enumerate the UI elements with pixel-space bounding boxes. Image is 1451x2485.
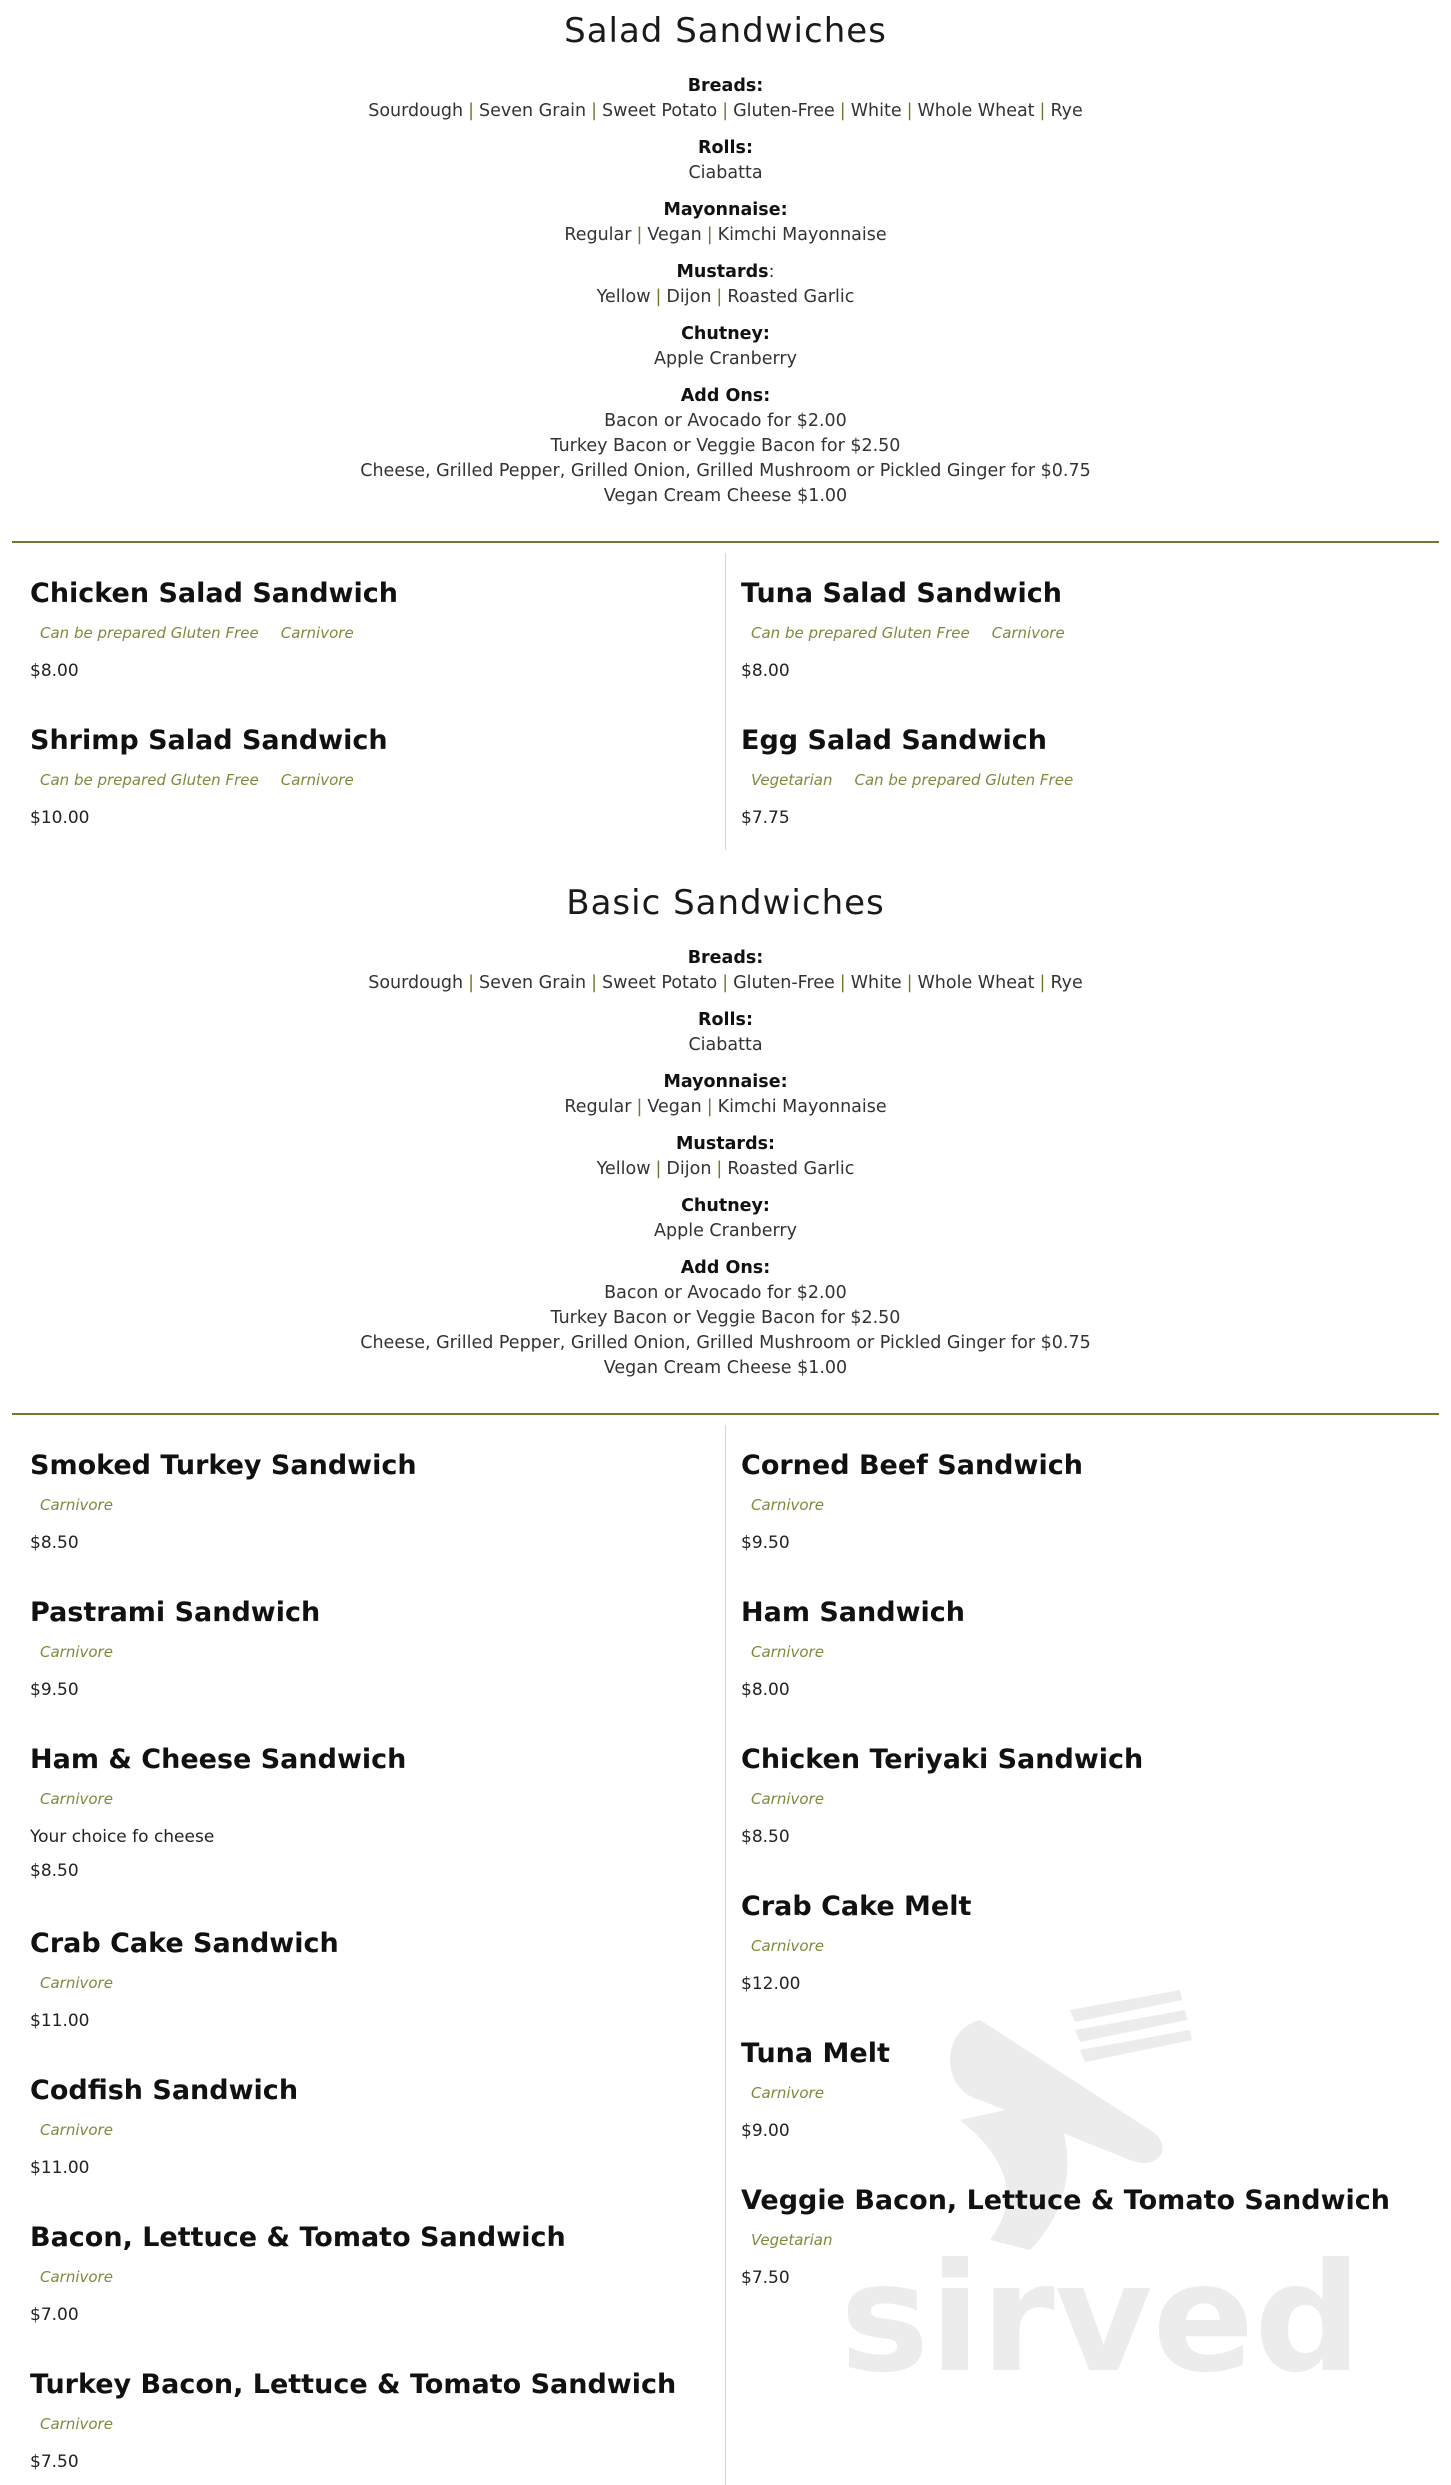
item-price: $7.50 [30,2452,79,2472]
add-on-line: Vegan Cream Cheese $1.00 [603,486,848,506]
menu-item [30,2072,720,2186]
item-price: $10.00 [30,808,90,828]
item-price: $7.00 [30,2305,79,2325]
add-on-line: Bacon or Avocado for $2.00 [604,411,847,431]
separator: | [706,1097,713,1117]
diet-tag: Carnivore [40,2121,113,2139]
chutney-value: Apple Cranberry [654,1221,797,1241]
section-title: Basic Sandwiches [566,883,885,923]
breads-label: Breads: [687,76,764,96]
mayonnaise-label: Mayonnaise: [663,200,788,220]
item-name: Bacon, Lettuce & Tomato Sandwich [30,2222,566,2253]
item-name: Smoked Turkey Sandwich [30,1450,417,1481]
item-price: $9.00 [741,2121,790,2141]
diet-tag: Carnivore [40,2268,113,2286]
item-tags [30,613,720,653]
diet-tag: Carnivore [751,2084,824,2102]
item-tags [30,2257,720,2297]
item-price: $8.00 [741,1680,790,1700]
add-on-line: Turkey Bacon or Veggie Bacon for $2.50 [550,436,901,456]
option-value: Vegan [647,1097,702,1117]
option-value: Rye [1050,101,1083,121]
option-value: Sweet Potato [602,973,718,993]
item-tags [741,613,1431,653]
menu-item [30,2366,720,2480]
diet-tag: Vegetarian [751,2231,833,2249]
salad-section [0,0,1451,521]
item-tags [741,2220,1431,2260]
diet-tag: Carnivore [751,1496,824,1514]
option-value: Sourdough [368,973,464,993]
rolls-label: Rolls: [698,138,753,158]
option-value: Sweet Potato [602,101,718,121]
item-price: $12.00 [741,1974,801,1994]
sirved-watermark [830,1950,1430,2390]
separator: | [906,973,913,993]
breads-list [0,971,1451,996]
sirved-wordmark: sirved [840,2232,1362,2390]
item-tags [741,1926,1431,1966]
item-tags [30,1485,720,1525]
option-value: Dijon [666,1159,712,1179]
separator: | [468,973,475,993]
diet-tag: Carnivore [991,624,1065,642]
separator: | [706,225,713,245]
column-divider [725,1425,726,2485]
separator: | [839,973,846,993]
menu-item [30,722,720,836]
column-divider [725,553,726,850]
menu-item [741,575,1431,689]
item-name: Crab Cake Sandwich [30,1928,339,1959]
item-description: Your choice fo cheese [30,1827,215,1847]
option-value: Roasted Garlic [727,287,855,307]
item-name: Pastrami Sandwich [30,1597,321,1628]
separator: | [722,973,729,993]
option-value: Gluten-Free [733,973,835,993]
option-value: Roasted Garlic [727,1159,855,1179]
options-block [0,946,1451,1381]
item-name: Veggie Bacon, Lettuce & Tomato Sandwich [741,2185,1391,2216]
diet-tag: Carnivore [280,771,354,789]
basic-section [0,872,1451,1393]
mayonnaise-list [0,1095,1451,1120]
option-value: Yellow [596,287,651,307]
option-value: Vegan [647,225,702,245]
option-value: Yellow [596,1159,651,1179]
mustards-list [0,1157,1451,1182]
breads-label: Breads: [687,948,764,968]
diet-tag: Carnivore [280,624,354,642]
separator: | [839,101,846,121]
item-price: $9.50 [30,1680,79,1700]
mustards-list [0,285,1451,310]
diet-tag: Can be prepared Gluten Free [854,771,1074,789]
separator: | [716,287,723,307]
breads-list [0,99,1451,124]
add-on-line: Bacon or Avocado for $2.00 [604,1283,847,1303]
item-tags [30,1632,720,1672]
diet-tag: Carnivore [751,1790,824,1808]
separator: | [636,225,643,245]
menu-item [30,575,720,689]
item-price: $8.00 [30,661,79,681]
option-value: Whole Wheat [917,101,1035,121]
item-name: Corned Beef Sandwich [741,1450,1083,1481]
chutney-label: Chutney: [681,1196,770,1216]
item-tags [30,2110,720,2150]
option-value: Whole Wheat [917,973,1035,993]
separator: | [636,1097,643,1117]
add-on-line: Cheese, Grilled Pepper, Grilled Onion, Grilled Mushroom or Pickled Ginger for $0.75 [360,1333,1091,1353]
menu-item [741,1594,1431,1708]
rolls-value: Ciabatta [688,1035,763,1055]
item-tags [741,2073,1431,2113]
menu-item [741,722,1431,836]
mustards-label: Mustards: [675,1134,776,1154]
item-tags [30,1963,720,2003]
item-name: Egg Salad Sandwich [741,725,1048,756]
separator: | [591,973,598,993]
diet-tag: Carnivore [40,1790,113,1808]
option-value: White [850,973,902,993]
add-ons-label: Add Ons: [680,1258,771,1278]
item-name: Tuna Melt [741,2038,890,2069]
item-name: Chicken Salad Sandwich [30,578,398,609]
menu-item [741,2182,1431,2296]
add-on-line: Cheese, Grilled Pepper, Grilled Onion, Grilled Mushroom or Pickled Ginger for $0.75 [360,461,1091,481]
option-value: Seven Grain [479,101,587,121]
separator: | [591,101,598,121]
diet-tag: Can be prepared Gluten Free [40,624,259,642]
item-price: $7.75 [741,808,790,828]
add-on-line: Turkey Bacon or Veggie Bacon for $2.50 [550,1308,901,1328]
mustards-label: Mustards [676,262,769,282]
separator: | [655,1159,662,1179]
option-value: Regular [564,225,632,245]
menu-item [30,2219,720,2333]
menu-item [30,1741,720,1889]
rolls-label: Rolls: [698,1010,753,1030]
menu-item [741,1741,1431,1855]
separator: | [1039,973,1046,993]
item-tags [30,1779,720,1819]
mayonnaise-list [0,223,1451,248]
mayonnaise-label: Mayonnaise: [663,1072,788,1092]
item-tags [30,2404,720,2444]
item-name: Chicken Teriyaki Sandwich [741,1744,1144,1775]
option-value: Kimchi Mayonnaise [717,1097,887,1117]
option-value: Seven Grain [479,973,587,993]
rolls-value: Ciabatta [688,163,763,183]
add-on-line: Vegan Cream Cheese $1.00 [603,1358,848,1378]
separator: | [722,101,729,121]
item-price: $11.00 [30,2158,90,2178]
menu-item [30,1594,720,1708]
section-divider [12,541,1439,543]
diet-tag: Can be prepared Gluten Free [751,624,970,642]
item-price: $8.50 [30,1861,79,1881]
menu-item [741,1888,1431,2002]
item-name: Turkey Bacon, Lettuce & Tomato Sandwich [30,2369,677,2400]
section-divider [12,1413,1439,1415]
separator: | [906,101,913,121]
menu-item [30,1925,720,2039]
option-value: Gluten-Free [733,101,835,121]
item-name: Codfish Sandwich [30,2075,299,2106]
item-name: Tuna Salad Sandwich [741,578,1063,609]
menu-item [741,2035,1431,2149]
item-name: Crab Cake Melt [741,1891,972,1922]
item-tags [741,1779,1431,1819]
item-price: $7.50 [741,2268,790,2288]
add-ons-list [0,409,1451,509]
separator: | [1039,101,1046,121]
item-price: $9.50 [741,1533,790,1553]
item-tags [741,1632,1431,1672]
options-block [0,74,1451,509]
item-price: $8.50 [741,1827,790,1847]
item-name: Ham Sandwich [741,1597,965,1628]
add-ons-list [0,1281,1451,1381]
mustards-colon: : [768,262,775,282]
separator: | [468,101,475,121]
diet-tag: Carnivore [40,1974,113,1992]
option-value: Kimchi Mayonnaise [717,225,887,245]
option-value: Rye [1050,973,1083,993]
item-tags [30,760,720,800]
separator: | [716,1159,723,1179]
diet-tag: Carnivore [751,1937,824,1955]
item-name: Shrimp Salad Sandwich [30,725,388,756]
option-value: Sourdough [368,101,464,121]
chutney-value: Apple Cranberry [654,349,797,369]
item-name: Ham & Cheese Sandwich [30,1744,407,1775]
option-value: White [850,101,902,121]
item-tags [741,760,1431,800]
item-price: $8.00 [741,661,790,681]
separator: | [655,287,662,307]
menu-item [30,1447,720,1561]
item-tags [741,1485,1431,1525]
add-ons-label: Add Ons: [680,386,771,406]
diet-tag: Carnivore [40,1643,113,1661]
diet-tag: Can be prepared Gluten Free [40,771,259,789]
item-price: $11.00 [30,2011,90,2031]
diet-tag: Carnivore [751,1643,824,1661]
option-value: Dijon [666,287,712,307]
chutney-label: Chutney: [681,324,770,344]
diet-tag: Carnivore [40,2415,113,2433]
item-price: $8.50 [30,1533,79,1553]
diet-tag: Vegetarian [751,771,833,789]
option-value: Regular [564,1097,632,1117]
menu-item [741,1447,1431,1561]
diet-tag: Carnivore [40,1496,113,1514]
section-title: Salad Sandwiches [564,11,887,51]
